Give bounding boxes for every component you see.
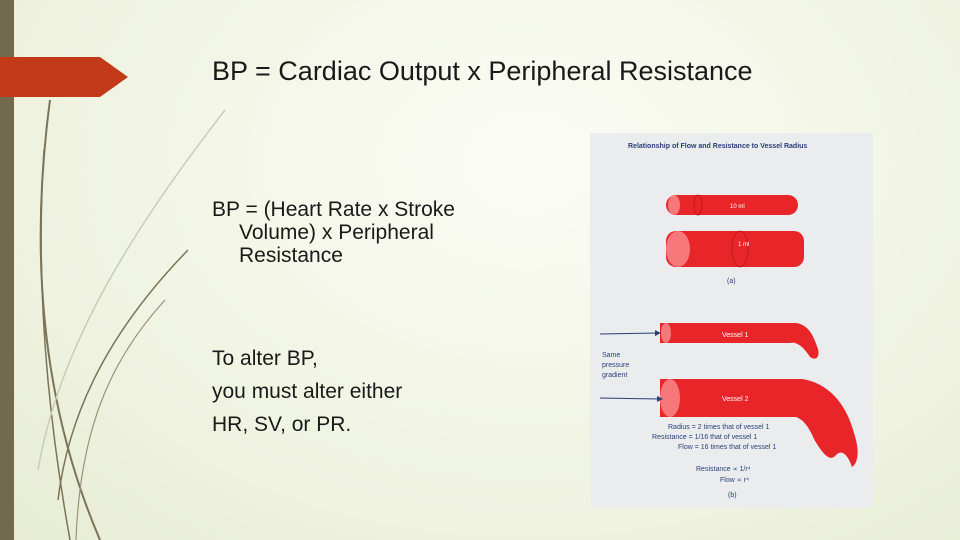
formula-line-1: BP = (Heart Rate x Stroke: [212, 198, 455, 221]
formula-line-3: Resistance: [239, 244, 343, 267]
tube-a-large: [666, 231, 804, 267]
tube-a-small-label: 10 ml: [730, 204, 745, 210]
note-text: [212, 342, 402, 441]
fact-resistance: Resistance = 1/16 that of vessel 1: [652, 434, 758, 441]
panel-a-label: (a): [727, 278, 736, 285]
pressure-gradient-callout: [600, 333, 662, 399]
tube-a-large-label: 1 ml: [738, 242, 750, 248]
tube-a-small: [666, 195, 798, 215]
fact-radius: Radius = 2 times that of vessel 1: [668, 424, 770, 431]
vessel-2-label: Vessel 2: [722, 396, 749, 403]
formula-line-2: Volume) x Peripheral: [239, 221, 434, 244]
gradient-label-3: gradient: [602, 372, 628, 379]
law-flow: Flow ∝ r⁴: [720, 477, 750, 484]
vessel-1-label: Vessel 1: [722, 332, 749, 339]
fact-flow: Flow = 16 times that of vessel 1: [678, 444, 777, 451]
note-line-1: To alter BP,: [212, 347, 318, 370]
note-line-2: you must alter either: [212, 380, 403, 403]
formula-text: [212, 198, 512, 267]
note-line-3: HR, SV, or PR.: [212, 413, 352, 436]
vessel-radius-figure: [590, 133, 873, 508]
figure-title: Relationship of Flow and Resistance to Vessel Radius: [628, 143, 808, 150]
law-resistance: Resistance ∝ 1/r⁴: [696, 466, 751, 473]
slide-title: BP = Cardiac Output x Peripheral Resistance: [212, 56, 753, 86]
vessel-2: [660, 379, 858, 467]
gradient-label-2: pressure: [602, 362, 630, 369]
panel-b-label: (b): [728, 492, 737, 499]
vessel-1: [660, 323, 819, 359]
gradient-label-1: Same: [602, 352, 621, 359]
